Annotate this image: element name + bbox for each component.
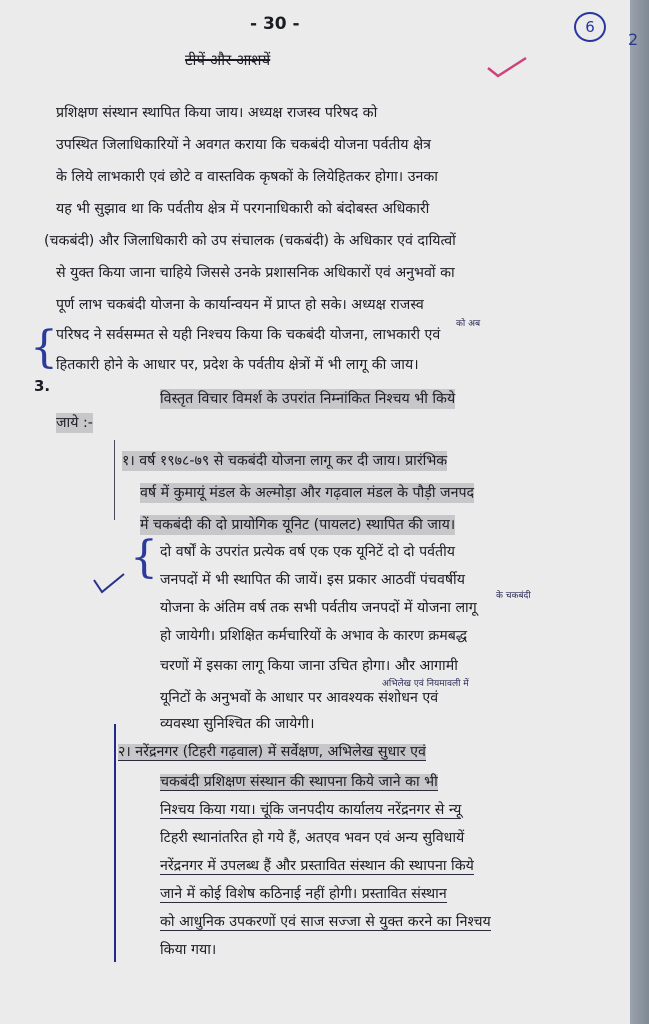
decision-1-line: जनपदों में भी स्थापित की जायें। इस प्रकार आठवीं पंचवर्षीय xyxy=(160,572,465,588)
handwritten-annotation: अभिलेख एवं नियमावली में xyxy=(382,679,469,689)
body-line: के लिये लाभकारी एवं छोटे व वास्तविक कृषकों के लियेहितकर होगा। उनका xyxy=(56,169,438,185)
body-line: उपस्थित जिलाधिकारियों ने अवगत कराया कि चकबंदी योजना पर्वतीय क्षेत्र xyxy=(56,137,431,153)
decision-2-text: निश्चय किया गया। चूंकि जनपदीय कार्यालय नरेंद्रनगर से न्यू xyxy=(160,802,462,818)
page-number: - 30 - xyxy=(250,14,300,34)
body-line: पूर्ण लाभ चकबंदी योजना के कार्यान्वयन में प्राप्त हो सके। अध्यक्ष राजस्व xyxy=(56,297,424,313)
handwritten-annotation: के चकबंदी xyxy=(496,591,531,601)
decision-2-line xyxy=(118,742,426,762)
decision-2-line xyxy=(160,856,474,876)
decision-1-line: चरणों में इसका लागू किया जाना उचित होगा। और आगामी xyxy=(160,658,458,674)
decision-2-line xyxy=(160,884,447,904)
decision-2-line xyxy=(160,800,461,820)
decision-2-text: नरेंद्रनगर में उपलब्ध हैं और प्रस्तावित संस्थान की स्थापना किये xyxy=(160,858,474,874)
decision-2-line xyxy=(160,772,438,792)
page-heading: टीपें और आशयें xyxy=(185,51,271,69)
resolution-intro: विस्तृत विचार विमर्श के उपरांत निम्नांकित निश्चय भी किये xyxy=(160,391,456,407)
curly-brace-icon: { xyxy=(130,532,158,583)
body-line: प्रशिक्षण संस्थान स्थापित किया जाय। अध्यक्ष राजस्व परिषद को xyxy=(56,105,378,121)
decision-1-line: १। वर्ष १९७८-७९ से चकबंदी योजना लागू कर दी जाय। प्रारंभिक xyxy=(122,453,448,469)
decision-2-text: जाने में कोई विशेष कठिनाई नहीं होगी। प्रस्तावित संस्थान xyxy=(160,886,447,902)
decision-1-line: यूनिटों के अनुभवों के आधार पर आवश्यक संशोधन एवं xyxy=(160,690,439,706)
decision-2-line xyxy=(160,912,491,932)
decision-1-line: में चकबंदी की दो प्रायोगिक यूनिट (पायलट) स्थापित की जाय। xyxy=(140,517,456,533)
body-line: से युक्त किया जाना चाहिये जिससे उनके प्रशासनिक अधिकारों एवं अनुभवों का xyxy=(56,265,455,281)
decision-1-line: व्यवस्था सुनिश्चित की जायेगी। xyxy=(160,716,315,732)
decision-1-line: दो वर्षों के उपरांत प्रत्येक वर्ष एक एक यूनिटें दो दो पर्वतीय xyxy=(160,544,456,560)
decision-1-line: वर्ष में कुमायूं मंडल के अल्मोड़ा और गढ़वाल मंडल के पौड़ी जनपद xyxy=(140,485,475,501)
body-line: (चकबंदी) और जिलाधिकारी को उप संचालक (चकबंदी) के अधिकार एवं दायित्वों xyxy=(44,233,456,249)
decision-1-line: हो जायेगी। प्रशिक्षित कर्मचारियों के अभाव के कारण क्रमबद्ध xyxy=(160,628,468,644)
circled-page-mark: 6 xyxy=(574,12,606,42)
handwritten-annotation: को अब xyxy=(456,319,481,329)
decision-2-text: २। नरेंद्रनगर (टिहरी गढ़वाल) में सर्वेक्षण, अभिलेख सुधार एवं xyxy=(118,744,426,760)
decision-2-line: किया गया। xyxy=(160,942,217,958)
body-line: हितकारी होने के आधार पर, प्रदेश के पर्वतीय क्षेत्रों में भी लागू की जाय। xyxy=(56,357,419,373)
blue-tick-mark-icon xyxy=(92,572,126,594)
edge-page-mark: 2 xyxy=(628,30,639,49)
red-tick-mark-icon xyxy=(486,56,528,78)
point-number: 3. xyxy=(34,377,51,395)
decision-1-line: योजना के अंतिम वर्ष तक सभी पर्वतीय जनपदों में योजना लागू xyxy=(160,600,477,616)
adjacent-page-edge xyxy=(630,0,649,1024)
decision-2-text: चकबंदी प्रशिक्षण संस्थान की स्थापना किये जाने का भी xyxy=(160,774,438,790)
resolution-intro: जाये :- xyxy=(56,415,93,431)
curly-brace-icon: { xyxy=(30,322,58,373)
decision-2-line: टिहरी स्थानांतरित हो गये हैं, अतएव भवन एवं अन्य सुविधायें xyxy=(160,830,465,846)
body-line: परिषद ने सर्वसम्मत से यही निश्चय किया कि चकबंदी योजना, लाभकारी एवं xyxy=(56,327,441,343)
body-line: यह भी सुझाव था कि पर्वतीय क्षेत्र में परगनाधिकारी को बंदोबस्त अधिकारी xyxy=(56,201,430,217)
margin-rule xyxy=(114,440,115,520)
decision-2-text: को आधुनिक उपकरणों एवं साज सज्जा से युक्त करने का निश्चय xyxy=(160,914,491,930)
